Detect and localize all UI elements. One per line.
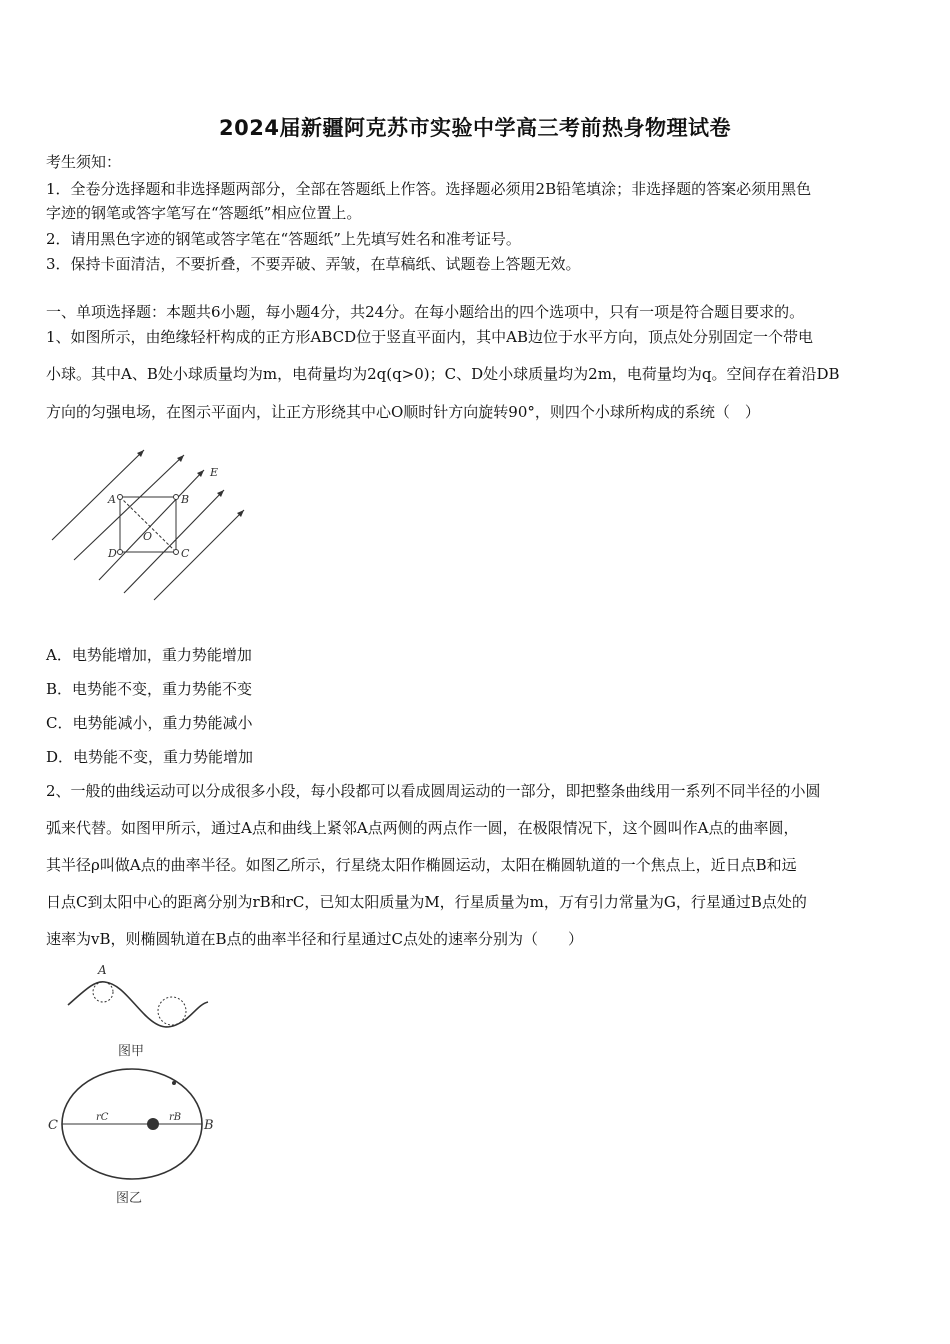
fig-jia-caption: 图甲 bbox=[118, 1044, 145, 1059]
q1-option-d: D．电势能不变，重力势能增加 bbox=[46, 748, 254, 766]
q1-text-line-1: 1、如图所示，由绝缘轻杆构成的正方形ABCD位于竖直平面内，其中AB边位于水平方向，顶点处分别固定一个带电 bbox=[46, 328, 814, 346]
q2-figure-jia bbox=[60, 960, 220, 1060]
notice-heading: 考生须知： bbox=[46, 153, 122, 171]
q1-text-line-2: 小球。其中A、B处小球质量均为m，电荷量均为2q(q>0)；C、D处小球质量均为2m，电荷量均为q。空间存在着沿DB bbox=[46, 365, 840, 383]
fig-label-c: C bbox=[181, 547, 190, 560]
fig-jia-label-a: A bbox=[98, 963, 107, 977]
fig-yi-label-b: B bbox=[204, 1118, 214, 1133]
fig-label-o: O bbox=[143, 530, 153, 543]
q1-option-b: B．电势能不变，重力势能不变 bbox=[46, 680, 253, 698]
q2-figure-yi bbox=[44, 1064, 224, 1214]
q2-text-line-3: 其半径ρ叫做A点的曲率半径。如图乙所示，行星绕太阳作椭圆运动，太阳在椭圆轨道的一个焦点上，近日点B和远 bbox=[46, 856, 797, 874]
notice-item-3: 3．保持卡面清洁，不要折叠，不要弄破、弄皱，在草稿纸、试题卷上答题无效。 bbox=[46, 255, 581, 273]
fig-label-b: B bbox=[181, 493, 190, 506]
q1-option-a: A．电势能增加，重力势能增加 bbox=[46, 646, 252, 664]
fig-yi-label-rc: rC bbox=[96, 1112, 109, 1123]
q1-text-line-3: 方向的匀强电场，在图示平面内，让正方形绕其中心O顺时针方向旋转90°，则四个小球所构成的系统（ ） bbox=[46, 403, 760, 421]
q1-figure bbox=[44, 445, 284, 615]
fig-yi-caption: 图乙 bbox=[116, 1191, 143, 1206]
section-heading: 一、单项选择题：本题共6小题，每小题4分，共24分。在每小题给出的四个选项中，只有一项是符合题目要求的。 bbox=[46, 303, 805, 321]
q1-option-c: C．电势能减小，重力势能减小 bbox=[46, 714, 253, 732]
fig-label-a: A bbox=[108, 493, 116, 506]
notice-item-2: 2．请用黑色字迹的钢笔或答字笔在“答题纸”上先填写姓名和准考证号。 bbox=[46, 230, 521, 248]
fig-label-e: E bbox=[210, 466, 219, 479]
page-title: 2024届新疆阿克苏市实验中学高三考前热身物理试卷 bbox=[219, 116, 731, 140]
fig-label-d: D bbox=[108, 547, 117, 560]
q2-text-line-4: 日点C到太阳中心的距离分别为rB和rC，已知太阳质量为M，行星质量为m，万有引力常量为G，行星通过B点处的 bbox=[46, 893, 807, 911]
q2-text-line-5: 速率为vB，则椭圆轨道在B点的曲率半径和行星通过C点处的速率分别为（ ） bbox=[46, 930, 584, 948]
fig-yi-label-c: C bbox=[48, 1118, 58, 1133]
q2-text-line-1: 2、一般的曲线运动可以分成很多小段，每小段都可以看成圆周运动的一部分，即把整条曲线用一系列不同半径的小圆 bbox=[46, 782, 821, 800]
notice-item-1-cont: 字迹的钢笔或答字笔写在“答题纸”相应位置上。 bbox=[46, 204, 362, 222]
fig-yi-label-rb: rB bbox=[169, 1112, 182, 1123]
notice-item-1: 1．全卷分选择题和非选择题两部分，全部在答题纸上作答。选择题必须用2B铅笔填涂；非选择题的答案必须用黑色 bbox=[46, 180, 812, 198]
q2-text-line-2: 弧来代替。如图甲所示，通过A点和曲线上紧邻A点两侧的两点作一圆，在极限情况下，这个圆叫作A点的曲率圆， bbox=[46, 819, 799, 837]
